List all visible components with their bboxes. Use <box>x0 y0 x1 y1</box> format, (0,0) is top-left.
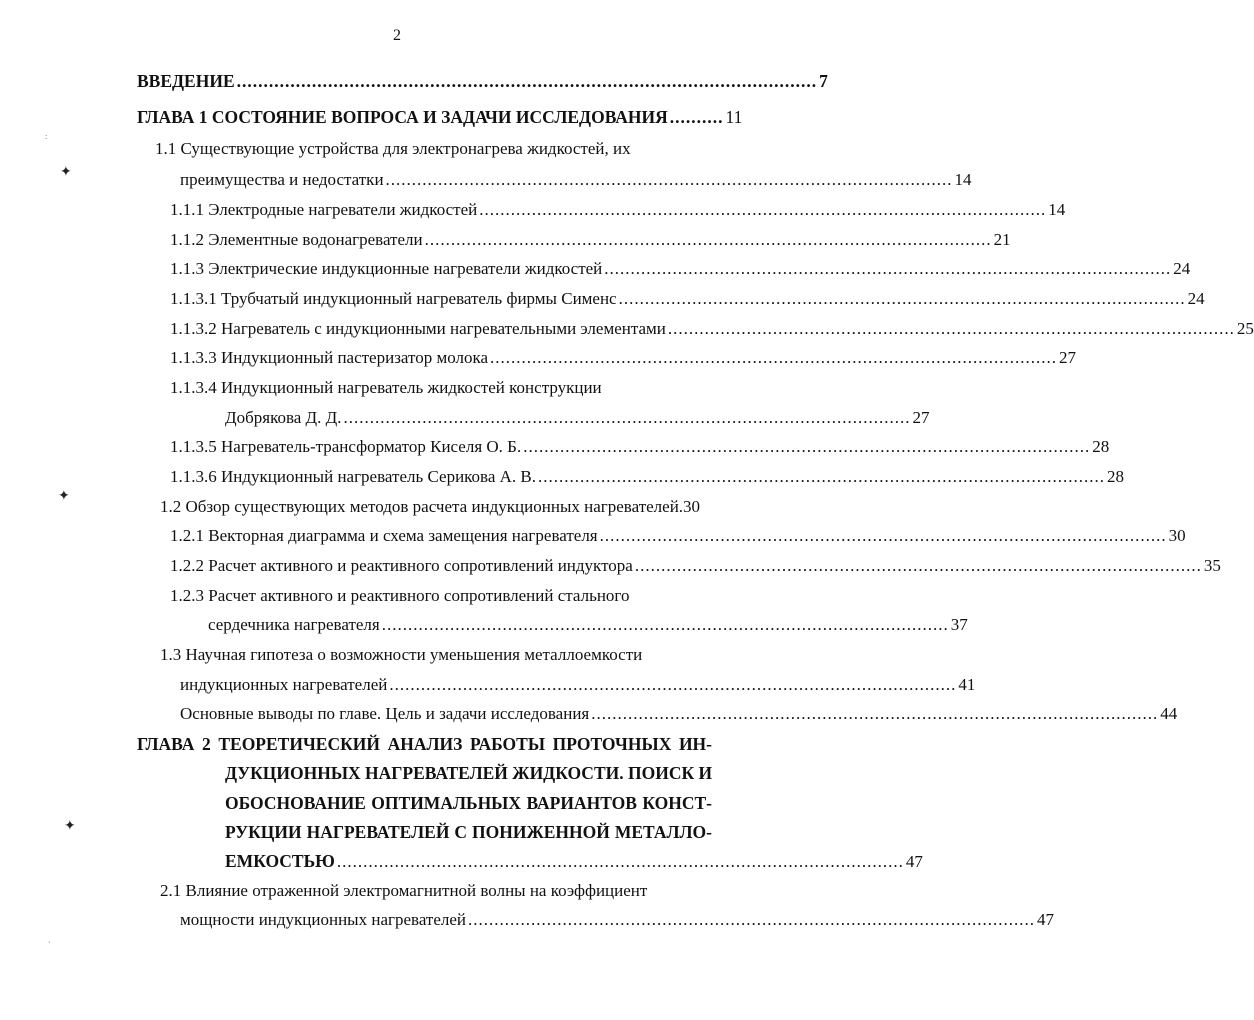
toc-entry-1-1-3-4[interactable] <box>225 407 930 429</box>
toc-title: 1.1.3.1 Трубчатый индукционный нагреватель фирмы Сименс <box>170 289 617 308</box>
toc-leader: ............................................................................................................ <box>599 526 1167 545</box>
toc-entry-chapter-2-line1[interactable]: ГЛАВА 2 ТЕОРЕТИЧЕСКИЙ АНАЛИЗ РАБОТЫ ПРОТОЧНЫХ ИН- <box>137 734 712 754</box>
scan-mark-icon: ✦ <box>58 489 70 504</box>
scan-speck-icon: : <box>45 132 48 141</box>
toc-entry-1-2-3[interactable] <box>208 614 968 636</box>
toc-title: ВВЕДЕНИЕ <box>137 71 235 91</box>
toc-leader: ............................................................................................................ <box>538 467 1106 486</box>
scan-mark-icon: ✦ <box>60 165 72 180</box>
toc-leader: ............................................................................................................ <box>385 170 953 189</box>
scan-speck-icon: · <box>48 938 51 947</box>
toc-title: 1.1.2 Элементные водонагреватели <box>170 230 423 249</box>
toc-title: Добрякова Д. Д. <box>225 408 342 427</box>
toc-page: 21 <box>993 230 1011 249</box>
toc-leader: ............................................................................................................ <box>343 408 911 427</box>
toc-title: 1.2.1 Векторная диаграмма и схема замещения нагревателя <box>170 526 598 545</box>
toc-title: индукционных нагревателей <box>180 675 388 694</box>
toc-entry-1-2-2[interactable] <box>170 555 1221 577</box>
toc-leader: ............................................................................................................ <box>591 704 1159 723</box>
toc-title: 1.1.3.5 Нагреватель-трансформатор Киселя О. Б. <box>170 437 522 456</box>
page-number: 2 <box>393 27 401 44</box>
toc-leader: ............................................................................................................ <box>424 230 992 249</box>
toc-leader: .......... <box>669 107 724 127</box>
toc-entry-chapter-2-line3[interactable]: ОБОСНОВАНИЕ ОПТИМАЛЬНЫХ ВАРИАНТОВ КОНСТ- <box>225 793 712 813</box>
toc-leader: ............................................................................................................ <box>618 289 1186 308</box>
toc-leader: ............................................................................................................ <box>381 615 949 634</box>
toc-page: 24 <box>1173 259 1191 278</box>
toc-page: 47 <box>1037 910 1055 929</box>
toc-title: 1.2.2 Расчет активного и реактивного сопротивлений индуктора <box>170 556 633 575</box>
toc-title: Основные выводы по главе. Цель и задачи исследования <box>180 704 590 723</box>
toc-entry-1-1-3-3[interactable] <box>170 347 1077 369</box>
toc-entry-1-1-1[interactable] <box>170 199 1066 221</box>
toc-leader: ............................................................................................................ <box>336 852 904 871</box>
toc-title: преимущества и недостатки <box>180 170 384 189</box>
toc-page: 30 <box>683 497 701 516</box>
toc-page: 25 <box>1236 319 1254 338</box>
toc-title: сердечника нагревателя <box>208 615 380 634</box>
toc-title: 1.1.3.6 Индукционный нагреватель Серикова А. В. <box>170 467 537 486</box>
toc-title: ЕМКОСТЬЮ <box>225 851 335 871</box>
toc-page: 41 <box>958 675 976 694</box>
toc-title: 1.1.3.3 Индукционный пастеризатор молока <box>170 348 489 367</box>
toc-page: 7 <box>819 71 828 91</box>
toc-entry-1-2[interactable] <box>160 496 712 518</box>
toc-entry-chapter-2-line4[interactable]: РУКЦИИ НАГРЕВАТЕЛЕЙ С ПОНИЖЕННОЙ МЕТАЛЛО- <box>225 822 712 842</box>
toc-entry-chapter-1[interactable] <box>137 106 743 128</box>
toc-page: 14 <box>954 170 972 189</box>
toc-entry-1-1[interactable] <box>180 169 972 191</box>
toc-entry-chapter-2[interactable] <box>225 850 923 873</box>
toc-leader: ............................................................................................................ <box>667 319 1235 338</box>
toc-title: ГЛАВА 1 СОСТОЯНИЕ ВОПРОСА И ЗАДАЧИ ИССЛЕДОВАНИЯ <box>137 107 668 127</box>
toc-entry-2-1[interactable] <box>180 909 1055 931</box>
toc-page: 11 <box>725 107 743 127</box>
toc-entry-1-2-3-line1[interactable]: 1.2.3 Расчет активного и реактивного сопротивлений стального <box>170 586 630 605</box>
toc-entry-2-1-line1[interactable]: 2.1 Влияние отраженной электромагнитной волны на коэффициент <box>160 881 648 900</box>
toc-entry-1-1-3-2[interactable] <box>170 318 1254 340</box>
toc-leader: ............................................................................................................ <box>468 910 1036 929</box>
toc-page: 24 <box>1187 289 1205 308</box>
toc-leader: ............................................................................................................ <box>523 437 1091 456</box>
toc-entry-1-1-3-6[interactable] <box>170 466 1125 488</box>
toc-leader: ............................................................................................................ <box>490 348 1058 367</box>
toc-entry-intro[interactable] <box>137 70 828 92</box>
toc-page: 27 <box>912 408 930 427</box>
toc-entry-1-1-3[interactable] <box>170 258 1191 280</box>
toc-entry-conclusions[interactable] <box>180 703 1178 725</box>
toc-page: 44 <box>1160 704 1178 723</box>
toc-title: мощности индукционных нагревателей <box>180 910 467 929</box>
toc-title: 1.1.3 Электрические индукционные нагреватели жидкостей <box>170 259 603 278</box>
toc-title: 1.1.3.2 Нагреватель с индукционными нагревательными элементами <box>170 319 666 338</box>
toc-entry-1-1-3-4-line1[interactable]: 1.1.3.4 Индукционный нагреватель жидкостей конструкции <box>170 378 602 397</box>
toc-page: 30 <box>1168 526 1186 545</box>
toc-entry-1-2-1[interactable] <box>170 525 1186 547</box>
toc-entry-1-1-2[interactable] <box>170 229 1011 251</box>
toc-leader: ............................................................................................................ <box>389 675 957 694</box>
toc-page: 28 <box>1107 467 1125 486</box>
toc-leader: ............................................................................................................ <box>479 200 1047 219</box>
toc-entry-chapter-2-line2[interactable]: ДУКЦИОННЫХ НАГРЕВАТЕЛЕЙ ЖИДКОСТИ. ПОИСК И <box>225 763 713 783</box>
toc-entry-1-1-line1[interactable]: 1.1 Существующие устройства для электронагрева жидкостей, их <box>155 139 631 158</box>
toc-page: 14 <box>1048 200 1066 219</box>
toc-entry-1-1-3-1[interactable] <box>170 288 1205 310</box>
toc-page: 37 <box>950 615 968 634</box>
toc-leader: ............................................................................................................ <box>604 259 1172 278</box>
toc-leader: ............................................................................................................ <box>236 71 818 91</box>
toc-page: 28 <box>1092 437 1110 456</box>
toc-entry-1-3-line1[interactable]: 1.3 Научная гипотеза о возможности уменьшения металлоемкости <box>160 645 643 664</box>
scan-mark-icon: ✦ <box>64 819 76 834</box>
toc-page: 35 <box>1203 556 1221 575</box>
toc-title: 1.2 Обзор существующих методов расчета индукционных нагревателей. <box>160 497 684 516</box>
toc-page: 47 <box>905 852 923 871</box>
toc-leader: ............................................................................................................ <box>634 556 1202 575</box>
toc-entry-1-1-3-5[interactable] <box>170 436 1110 458</box>
toc-entry-1-3[interactable] <box>180 674 976 696</box>
toc-title: 1.1.1 Электродные нагреватели жидкостей <box>170 200 478 219</box>
toc-page: 27 <box>1059 348 1077 367</box>
